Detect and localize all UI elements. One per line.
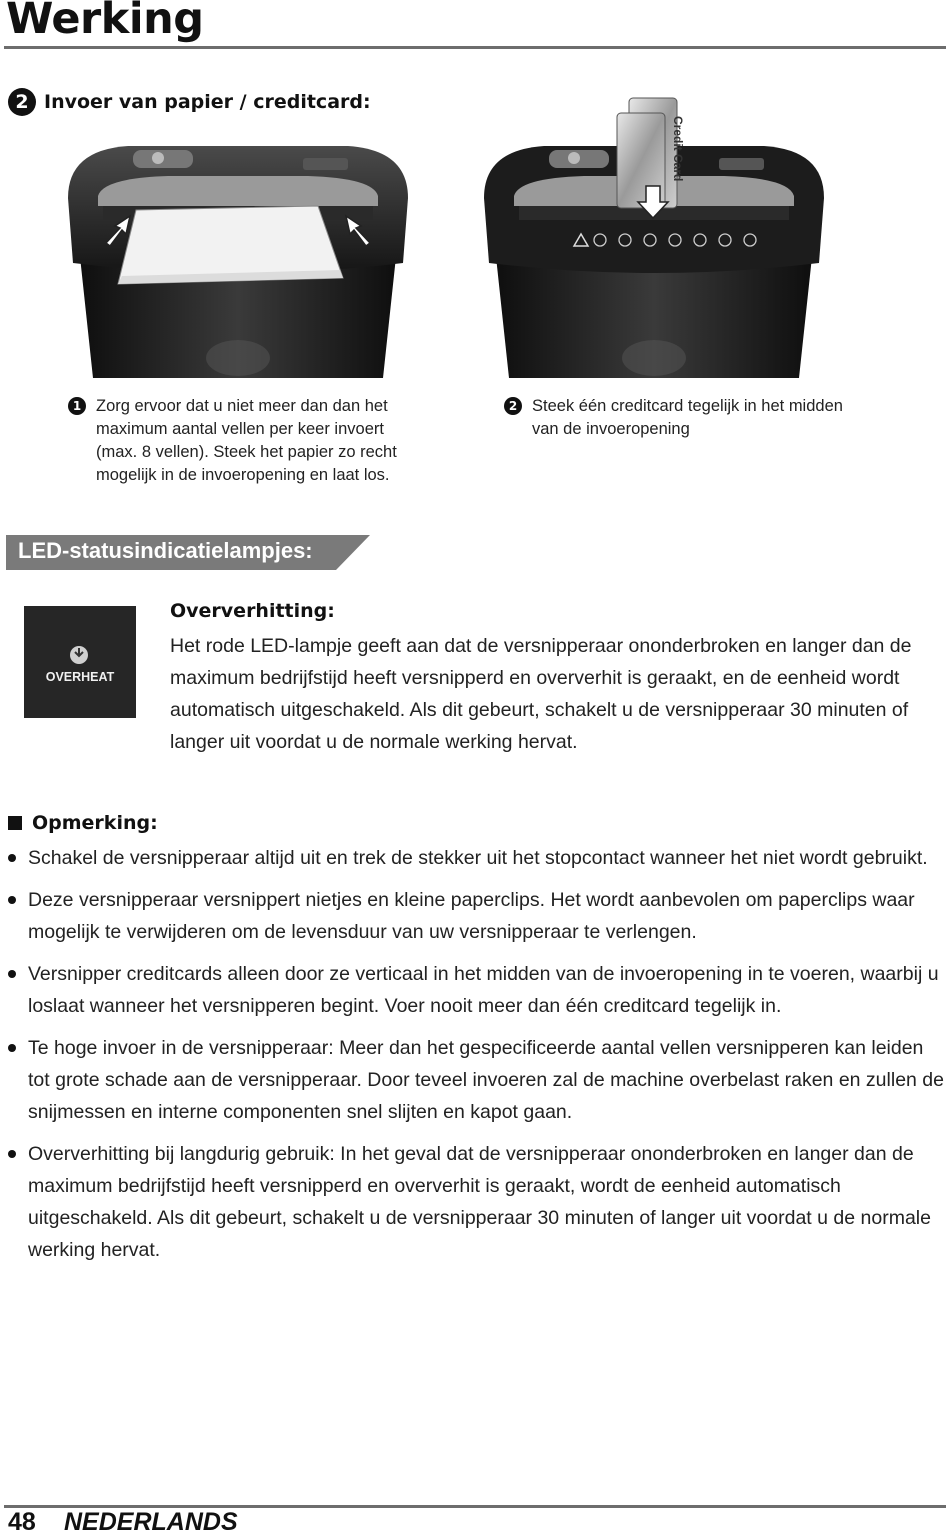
note-item-text: Deze versnipperaar versnippert nietjes en kleine paperclips. Het wordt aanbevolen om paperclips waar mogelijk te verwijderen om de levensduur van uw versnipperaar te verlengen. xyxy=(28,889,915,943)
shredder-paper-illustration xyxy=(58,88,418,378)
shredder-creditcard-illustration xyxy=(474,88,834,378)
credit-card-label: Credit Card xyxy=(671,116,685,182)
dot-bullet-icon xyxy=(8,854,16,862)
overheat-icon xyxy=(66,643,92,667)
caption-creditcard-text: Steek één creditcard tegelijk in het midden van de invoeropening xyxy=(532,397,843,438)
dot-bullet-icon xyxy=(8,896,16,904)
step-number-badge: 2 xyxy=(8,88,36,116)
note-item-text: Schakel de versnipperaar altijd uit en trek de stekker uit het stopcontact wanneer het niet wordt gebruikt. xyxy=(28,847,928,869)
note-item-text: Oververhitting bij langdurig gebruik: In het geval dat de versnipperaar ononderbroken en langer dan de maximum bedrijfstijd heeft versnipperd en oververhit is geraakt, wordt de eenheid automatisch uitgeschakeld. Als dit gebeurt, schakelt u de versnipperaar 30 minuten of langer uit voordat u de normale werking hervat. xyxy=(28,1143,931,1261)
list-item xyxy=(8,884,948,948)
overheat-description: Het rode LED-lampje geeft aan dat de versnipperaar ononderbroken en langer dan de maximum bedrijfstijd heeft versnipperd en oververhit is geraakt, en de eenheid wordt automatisch uitgeschakeld. Als dit gebeurt, schakelt u de versnipperaar 30 minuten of langer uit voordat u de normale werking hervat. xyxy=(170,635,912,753)
note-item-text: Versnipper creditcards alleen door ze verticaal in het midden van de invoeropening in te voeren, waarbij u loslaat wanneer het versnipperen begint. Voer nooit meer dan één creditcard tegelijk in. xyxy=(28,963,939,1017)
led-section-title: LED-statusindicatielampjes: xyxy=(18,538,313,563)
dot-bullet-icon xyxy=(8,970,16,978)
overheat-heading: Oververhitting: xyxy=(170,600,335,622)
caption-creditcard-feed xyxy=(504,395,854,441)
page-title: Werking xyxy=(6,0,204,44)
list-item xyxy=(8,842,948,874)
caption-number-badge: 2 xyxy=(504,397,522,415)
title-divider xyxy=(4,46,946,49)
dot-bullet-icon xyxy=(8,1044,16,1052)
note-heading-text: Opmerking: xyxy=(32,812,158,834)
footer-language: NEDERLANDS xyxy=(64,1508,238,1536)
page-number: 48 xyxy=(8,1508,36,1536)
overheat-indicator-label: OVERHEAT xyxy=(45,670,115,684)
list-item xyxy=(8,1138,948,1266)
dot-bullet-icon xyxy=(8,1150,16,1158)
list-item xyxy=(8,958,948,1022)
section-heading-text: Invoer van papier / creditcard: xyxy=(44,91,371,113)
caption-paper-text: Zorg ervoor dat u niet meer dan dan het maximum aantal vellen per keer invoert (max. 8 vellen). Steek het papier zo recht mogelijk in de invoeropening en laat los. xyxy=(96,397,397,484)
list-item xyxy=(8,1032,948,1128)
caption-number-badge: 1 xyxy=(68,397,86,415)
caption-paper-feed xyxy=(68,395,418,487)
note-list xyxy=(8,842,948,1276)
square-bullet-icon xyxy=(8,816,22,830)
note-heading xyxy=(8,812,158,834)
note-item-text: Te hoge invoer in de versnipperaar: Meer dan het gespecificeerde aantal vellen versnipperen kan leiden tot grote schade aan de versnipperaar. Door teveel invoeren zal de machine overbelast raken en zullen de snijmessen en interne componenten snel slijten en kapot gaan. xyxy=(28,1037,944,1123)
